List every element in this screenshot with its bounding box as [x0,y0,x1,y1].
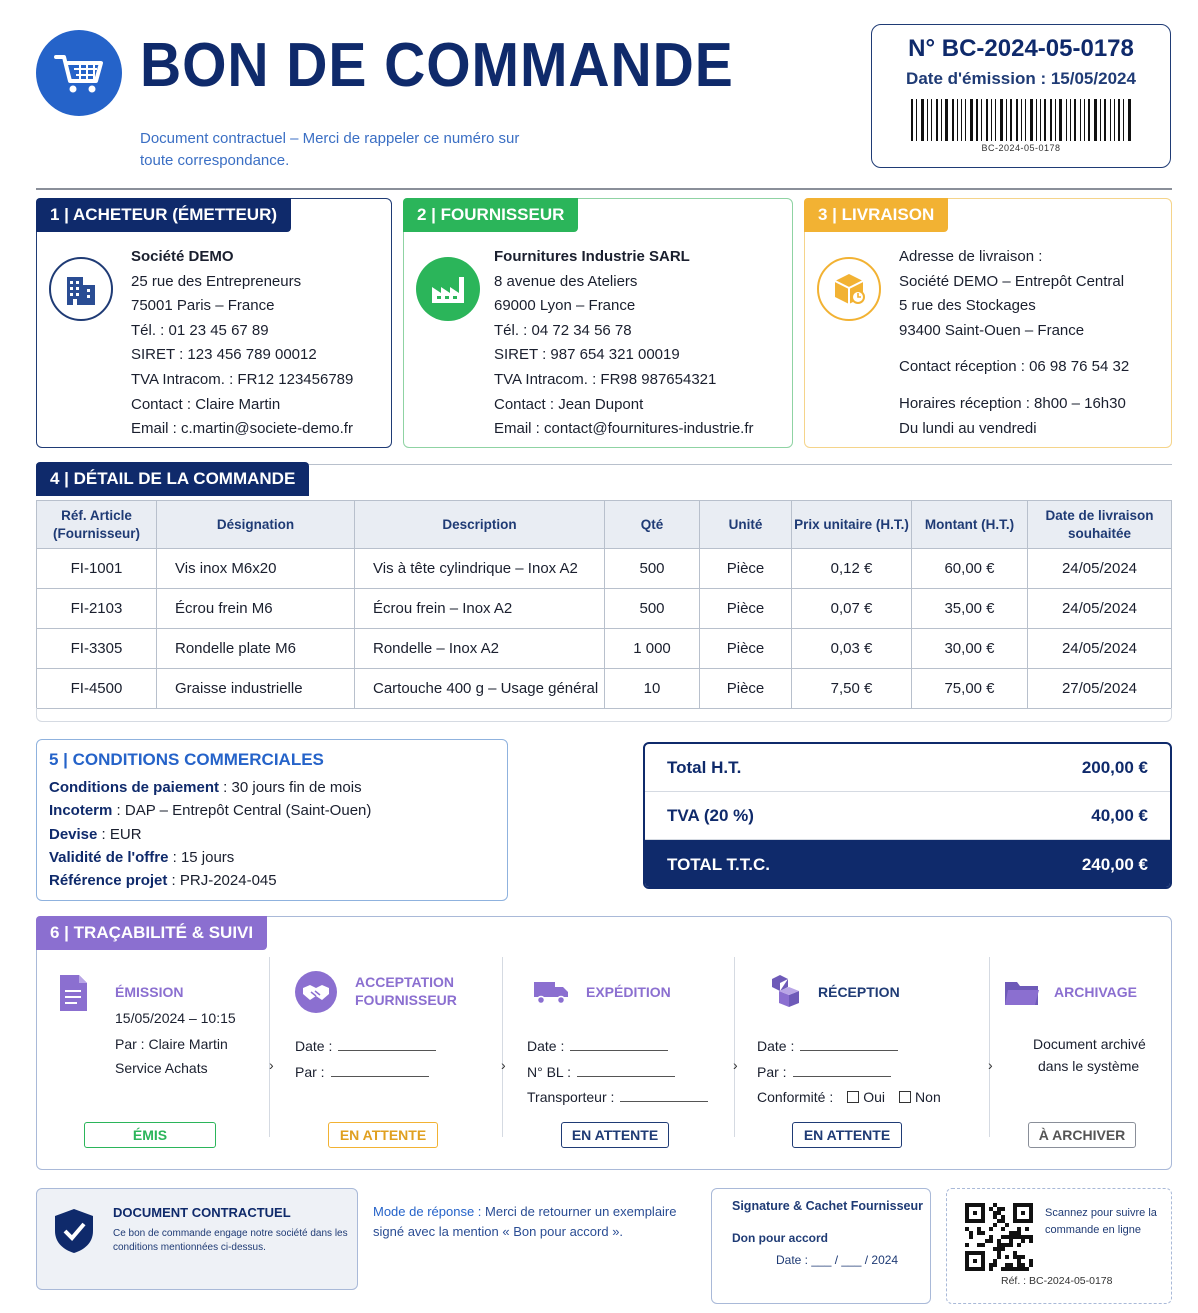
buyer-details [131,245,353,442]
shield-icon [53,1207,95,1260]
reception-conformity: Conformité : Oui Non [757,1089,941,1105]
chevron-right-icon: › [269,1057,274,1073]
header-divider [36,188,1172,190]
buyer-email: Email : c.martin@societe-demo.fr [131,420,353,438]
table-cell: 35,00 € [912,589,1028,629]
order-number: N° BC-2024-05-0178 [908,35,1134,62]
supplier-name: Fournitures Industrie SARL [494,248,690,265]
supplier-email: Email : contact@fournitures-industrie.fr [494,420,754,438]
table-header-row [37,501,1172,549]
shipping-carrier-field[interactable]: Transporteur : [527,1084,708,1110]
checkbox-non[interactable] [899,1091,911,1103]
col-unit-price: Prix unitaire (H.T.) [792,501,912,549]
issue-date: Date d'émission : 15/05/2024 [906,69,1136,88]
buyer-name: Société DEMO [131,248,234,265]
step-separator [269,957,270,1137]
table-cell: Écrou frein – Inox A2 [355,589,605,629]
table-cell: 30,00 € [912,629,1028,669]
status-badge-archive: À ARCHIVER [1028,1122,1136,1148]
buyer-line: Tél. : 01 23 45 67 89 [131,321,269,339]
total-ttc-row: TOTAL T.T.C. 240,00 € [645,840,1170,889]
condition-row: Devise : EUR [49,825,142,843]
table-cell: 24/05/2024 [1028,589,1172,629]
supplier-line: Contact : Jean Dupont [494,395,644,413]
table-cell: Pièce [700,669,792,709]
supplier-box [403,198,793,448]
acceptance-date-field[interactable]: Date : [295,1033,436,1059]
delivery-line: Adresse de livraison : [899,248,1043,265]
buyer-line: TVA Intracom. : FR12 123456789 [131,370,354,388]
status-badge-acceptance: EN ATTENTE [328,1122,438,1148]
order-number-box [871,24,1171,168]
supplier-line: SIRET : 987 654 321 00019 [494,346,680,364]
table-cell: Graisse industrielle [157,669,355,709]
table-cell: FI-2103 [37,589,157,629]
acceptance-title: ACCEPTATION FOURNISSEUR [355,974,457,1008]
tva-value: 40,00 € [1091,805,1148,825]
table-row [37,589,1172,629]
table-cell: Cartouche 400 g – Usage général [355,669,605,709]
table-cell: FI-1001 [37,549,157,589]
table-cell: Pièce [700,549,792,589]
totals-box [643,742,1172,889]
signature-accord: Don pour accord [732,1231,829,1245]
table-cell: 0,07 € [792,589,912,629]
signature-title: Signature & Cachet Fournisseur [732,1199,924,1213]
condition-row: Référence projet : PRJ-2024-045 [49,872,277,890]
buyer-line: 25 rue des Entrepreneurs [131,272,302,290]
chevron-right-icon: › [501,1057,506,1073]
table-cell: 500 [605,589,700,629]
chevron-right-icon: › [733,1057,738,1073]
table-cell: Pièce [700,589,792,629]
reception-date-field[interactable]: Date : [757,1033,898,1059]
table-cell: 24/05/2024 [1028,549,1172,589]
col-delivery-date: Date de livraison souhaitée [1028,501,1172,549]
archive-title: ARCHIVAGE [1054,984,1137,1000]
status-badge-reception: EN ATTENTE [792,1122,902,1148]
reception-by-field[interactable]: Par : [757,1059,891,1085]
archive-text: Document archivé [1033,1036,1146,1052]
emission-date: 15/05/2024 – 10:15 [115,1010,236,1026]
traceability-box [36,916,1172,1170]
delivery-tag: 3 | LIVRAISON [804,198,948,232]
total-ht-value: 200,00 € [1081,757,1148,777]
table-cell: 24/05/2024 [1028,629,1172,669]
page-title: BON DE COMMANDE [140,31,734,100]
order-table [36,500,1172,709]
condition-row: Validité de l'offre : 15 jours [49,848,235,866]
supplier-line: Tél. : 04 72 34 56 78 [494,321,632,339]
table-cell: 0,12 € [792,549,912,589]
step-separator [734,957,735,1137]
delivery-details [899,245,1129,441]
delivery-contact: Contact réception : 06 98 76 54 32 [899,358,1130,376]
boxes-icon [771,973,805,1014]
table-cell: FI-4500 [37,669,157,709]
emission-by: Par : Claire Martin [115,1036,228,1052]
table-row [37,549,1172,589]
table-cell: 1 000 [605,629,700,669]
qr-box [946,1188,1172,1304]
status-badge-shipping: EN ATTENTE [561,1122,669,1148]
table-footer [36,708,1172,722]
factory-icon [416,257,480,321]
table-cell: FI-3305 [37,629,157,669]
col-description: Description [355,501,605,549]
qr-code-icon [965,1203,1033,1276]
table-cell: Écrou frein M6 [157,589,355,629]
step-separator [502,957,503,1137]
table-row [37,629,1172,669]
checkbox-oui[interactable] [847,1091,859,1103]
col-unit: Unité [700,501,792,549]
condition-row: Conditions de paiement : 30 jours fin de mois [49,779,362,796]
tva-row: TVA (20 %) 40,00 € [645,792,1170,840]
delivery-box [804,198,1172,448]
barcode-icon [911,99,1131,141]
qr-reference: Réf. : BC-2024-05-0178 [1001,1275,1113,1287]
acceptance-by-field[interactable]: Par : [295,1059,429,1085]
table-cell: 60,00 € [912,549,1028,589]
contract-title: DOCUMENT CONTRACTUEL [113,1205,291,1220]
delivery-line: Société DEMO – Entrepôt Central [899,272,1125,290]
supplier-line: TVA Intracom. : FR98 987654321 [494,370,717,388]
table-cell: 7,50 € [792,669,912,709]
conditions-box [36,739,508,901]
archive-text: dans le système [1038,1058,1140,1074]
table-cell: 500 [605,549,700,589]
delivery-line: 5 rue des Stockages [899,297,1036,315]
buyer-box [36,198,392,448]
barcode-text: BC-2024-05-0178 [981,143,1061,153]
delivery-days: Du lundi au vendredi [899,419,1037,437]
folder-icon [1004,979,1040,1012]
table-cell: Rondelle plate M6 [157,629,355,669]
total-ht-row: Total H.T. 200,00 € [645,744,1170,792]
supplier-details [494,245,754,442]
table-cell: 10 [605,669,700,709]
table-row [37,669,1172,709]
table-cell: 75,00 € [912,669,1028,709]
table-cell: 27/05/2024 [1028,669,1172,709]
shipping-title: EXPÉDITION [586,984,671,1000]
supplier-line: 69000 Lyon – France [494,297,636,315]
contract-box [36,1188,358,1290]
conditions-title: 5 | CONDITIONS COMMERCIALES [49,750,324,769]
shipping-bl-field[interactable]: N° BL : [527,1059,675,1085]
truck-icon [533,979,569,1010]
chevron-right-icon: › [988,1057,993,1073]
step-separator [989,957,990,1137]
subtitle: Document contractuel – Merci de rappeler ce numéro sur toute correspondance. [140,130,520,169]
col-designation: Désignation [157,501,355,549]
order-tag: 4 | DÉTAIL DE LA COMMANDE [36,462,309,496]
buyer-line: Contact : Claire Martin [131,395,281,413]
table-cell: Rondelle – Inox A2 [355,629,605,669]
buyer-line: 75001 Paris – France [131,297,275,315]
emission-title: ÉMISSION [115,984,184,1000]
signature-date: Date : ___ / ___ / 2024 [776,1253,899,1267]
col-amount: Montant (H.T.) [912,501,1028,549]
shipping-date-field[interactable]: Date : [527,1033,668,1059]
table-cell: 0,03 € [792,629,912,669]
total-ttc-value: 240,00 € [1081,854,1148,874]
table-cell: Vis inox M6x20 [157,549,355,589]
qr-text: Scannez pour suivre la commande en ligne [1045,1207,1157,1236]
supplier-line: 8 avenue des Ateliers [494,272,638,290]
reception-title: RÉCEPTION [818,984,900,1000]
table-cell: Vis à tête cylindrique – Inox A2 [355,549,605,589]
emission-dept: Service Achats [115,1060,208,1076]
contract-text: Ce bon de commande engage notre société dans les conditions mentionnées ci-dessus. [113,1228,348,1253]
col-ref: Réf. Article (Fournisseur) [37,501,157,549]
building-icon [49,257,113,321]
handshake-icon [295,971,337,1013]
supplier-tag: 2 | FOURNISSEUR [403,198,578,232]
table-cell: Pièce [700,629,792,669]
col-qty: Qté [605,501,700,549]
buyer-tag: 1 | ACHETEUR (ÉMETTEUR) [36,198,291,232]
signature-box [711,1188,931,1304]
document-icon [57,973,89,1018]
condition-row: Incoterm : DAP – Entrepôt Central (Saint-Ouen) [49,802,372,820]
buyer-line: SIRET : 123 456 789 00012 [131,346,317,364]
package-icon [817,257,881,321]
response-mode: Mode de réponse : Merci de retourner un exemplaire signé avec la mention « Bon pour accord ». [373,1204,677,1239]
cart-icon [36,30,122,116]
delivery-line: 93400 Saint-Ouen – France [899,321,1085,339]
status-badge-emis: ÉMIS [84,1122,216,1148]
delivery-hours: Horaires réception : 8h00 – 16h30 [899,394,1126,412]
trace-tag: 6 | TRAÇABILITÉ & SUIVI [36,916,267,950]
